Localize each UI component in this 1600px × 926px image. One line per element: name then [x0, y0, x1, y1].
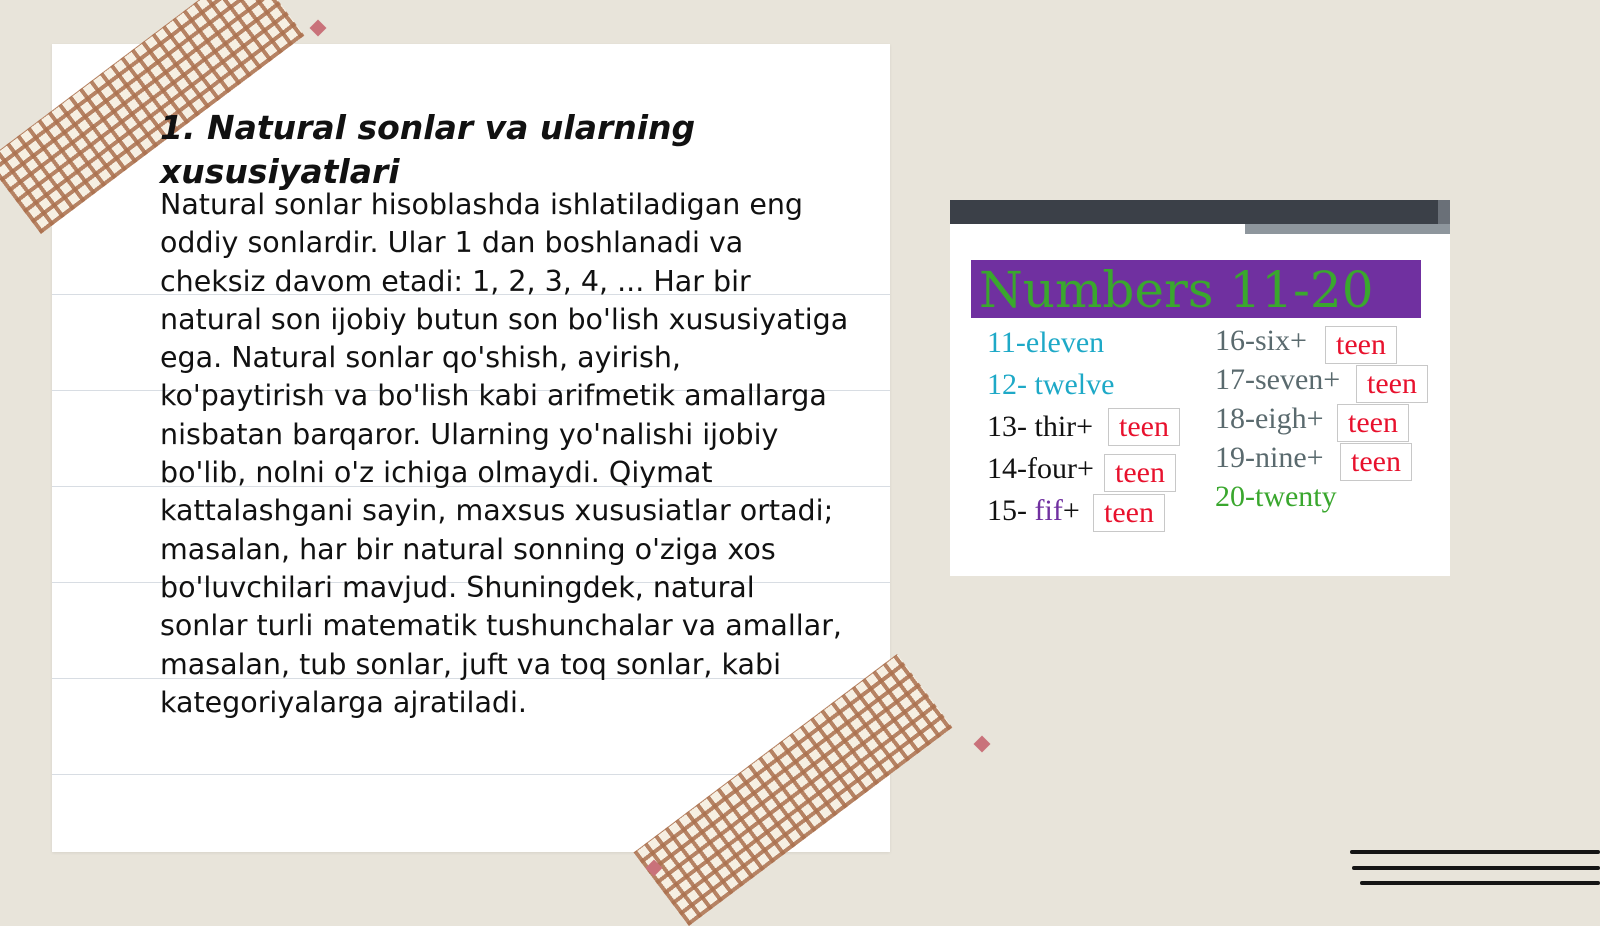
decorative-stroke [1352, 866, 1600, 870]
numbers-figure [950, 200, 1450, 576]
teen-suffix: teen [1351, 445, 1401, 478]
slide-title: 1. Natural sonlar va ularning xususiyatlari [160, 108, 696, 191]
number-11-label: 11-eleven [987, 326, 1105, 359]
slide-body-text: Natural sonlar hisoblashda ishlatiladigan eng oddiy sonlardir. Ular 1 dan boshlanadi va cheksiz davom etadi: 1, 2, 3, 4, ... Har bir natural son ijobiy butun son bo'lish xususiyatiga ega. Natural sonlar qo'shish, ayirish, ko'paytirish va bo'lish kabi arifmetik amallarga nisbatan barqaror. Ularning yo'nalishi ijobiy bo'lib, nolni o'z ichiga olmaydi. Qiymat kattalashgani sayin, maxsus xususiatlar ortadi; masalan, har bir natural sonning o'ziga xos bo'luvchilari mavjud. Shuningdek, natural sonlar turli matematik tushunchalar va amallar, masalan, tub sonlar, juft va toq sonlar, kabi kategoriyalarga ajratiladi. [160, 188, 849, 719]
teen-suffix: teen [1348, 406, 1398, 439]
number-12-label: 12- twelve [987, 368, 1115, 401]
number-15-prefix [987, 494, 1080, 528]
teen-suffix: teen [1115, 456, 1165, 489]
number-17-prefix: 17-seven+ [1215, 363, 1341, 396]
teen-suffix: teen [1367, 367, 1417, 400]
number-15-root: fif [1034, 494, 1063, 527]
tape-end-marker [974, 736, 991, 753]
number-16-prefix: 16-six+ [1215, 324, 1307, 357]
figure-sub-bar [1245, 224, 1450, 234]
decorative-stroke [1360, 881, 1600, 885]
teen-suffix-box [1104, 454, 1176, 492]
teen-suffix-box [1325, 326, 1397, 364]
number-14-prefix: 14-four+ [987, 452, 1094, 485]
number-18-prefix: 18-eigh+ [1215, 402, 1324, 435]
teen-suffix-box [1093, 494, 1165, 532]
teen-suffix-box [1108, 408, 1180, 446]
figure-banner [971, 260, 1421, 318]
teen-suffix: teen [1119, 410, 1169, 443]
number-20-label: 20-twenty [1215, 480, 1337, 513]
number-13-prefix: 13- thir+ [987, 410, 1094, 443]
teen-suffix: teen [1336, 328, 1386, 361]
teen-suffix: teen [1104, 496, 1154, 529]
teen-suffix-box [1337, 404, 1409, 442]
number-15-plus: + [1062, 494, 1080, 527]
number-15-digits: 15- [987, 494, 1035, 527]
decorative-stroke [1350, 850, 1600, 854]
figure-top-bar [950, 200, 1450, 224]
figure-banner-title: Numbers 11-20 [979, 261, 1374, 319]
teen-suffix-box [1340, 443, 1412, 481]
tape-end-marker [310, 20, 327, 37]
number-19-prefix: 19-nine+ [1215, 441, 1324, 474]
teen-suffix-box [1356, 365, 1428, 403]
